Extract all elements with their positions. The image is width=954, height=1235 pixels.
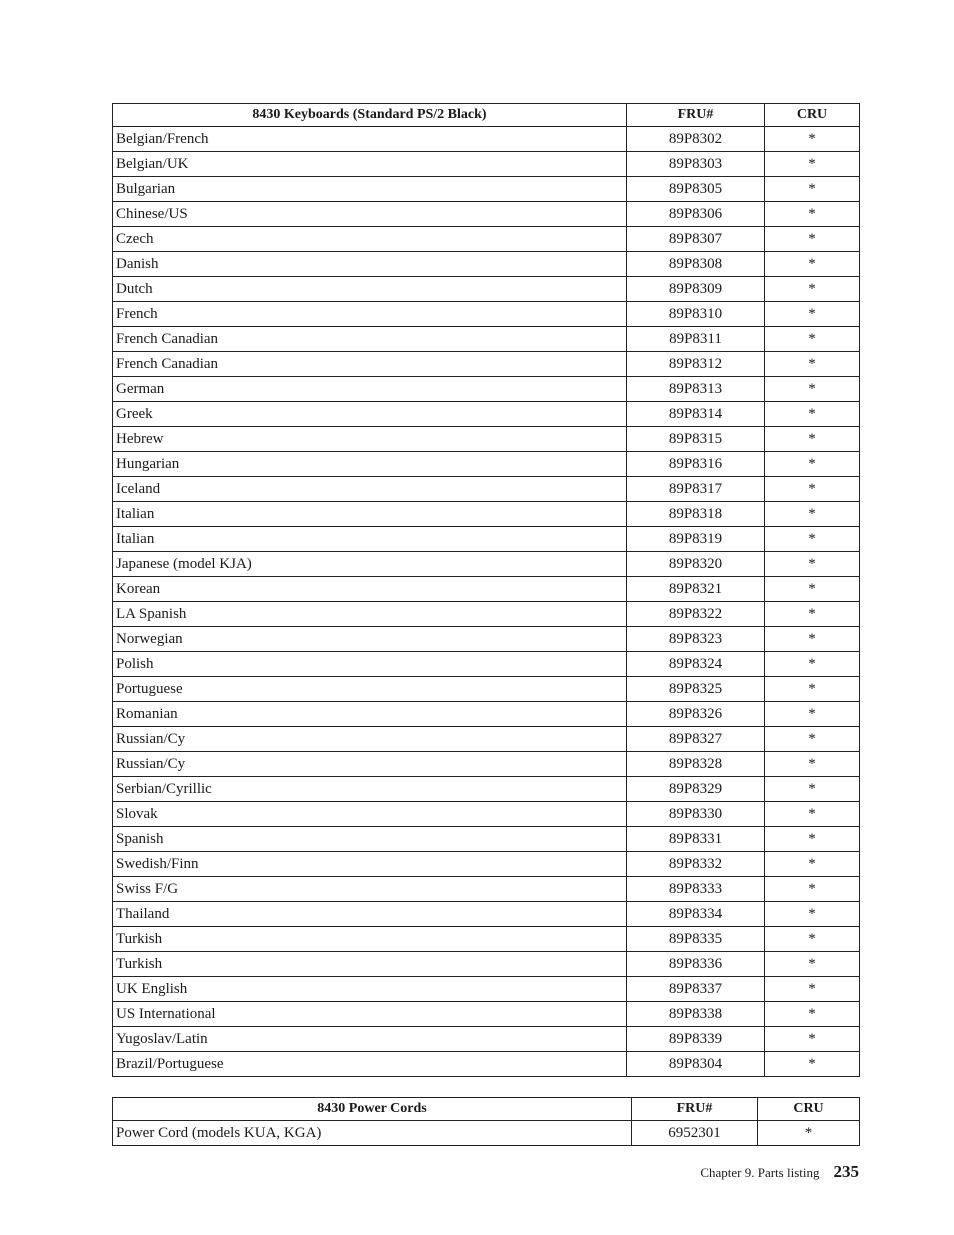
row-cru: * bbox=[758, 1121, 860, 1146]
row-cru: * bbox=[765, 602, 860, 627]
row-cru: * bbox=[765, 277, 860, 302]
row-fru-number: 89P8312 bbox=[627, 352, 765, 377]
table-row bbox=[113, 302, 860, 327]
row-fru-number: 89P8306 bbox=[627, 202, 765, 227]
table-row bbox=[113, 652, 860, 677]
column-header-description: 8430 Keyboards (Standard PS/2 Black) bbox=[113, 104, 627, 127]
row-cru: * bbox=[765, 777, 860, 802]
row-cru: * bbox=[765, 952, 860, 977]
row-cru: * bbox=[765, 377, 860, 402]
row-description: Hebrew bbox=[113, 427, 627, 452]
row-fru-number: 89P8314 bbox=[627, 402, 765, 427]
row-fru-number: 89P8308 bbox=[627, 252, 765, 277]
table-row bbox=[113, 677, 860, 702]
row-cru: * bbox=[765, 177, 860, 202]
row-fru-number: 89P8305 bbox=[627, 177, 765, 202]
row-fru-number: 89P8325 bbox=[627, 677, 765, 702]
row-description: Thailand bbox=[113, 902, 627, 927]
row-cru: * bbox=[765, 552, 860, 577]
chapter-title: Chapter 9. Parts listing bbox=[700, 1165, 820, 1180]
table-row bbox=[113, 627, 860, 652]
row-cru: * bbox=[765, 1002, 860, 1027]
row-description: Korean bbox=[113, 577, 627, 602]
column-header-cru: CRU bbox=[758, 1098, 860, 1121]
table-row bbox=[113, 527, 860, 552]
table-row bbox=[113, 152, 860, 177]
row-description: Italian bbox=[113, 527, 627, 552]
table-row bbox=[113, 752, 860, 777]
row-description: Yugoslav/Latin bbox=[113, 1027, 627, 1052]
row-fru-number: 89P8330 bbox=[627, 802, 765, 827]
row-fru-number: 89P8339 bbox=[627, 1027, 765, 1052]
row-cru: * bbox=[765, 677, 860, 702]
row-description: Norwegian bbox=[113, 627, 627, 652]
power-cords-table-body bbox=[113, 1121, 860, 1146]
row-description: Dutch bbox=[113, 277, 627, 302]
row-fru-number: 89P8320 bbox=[627, 552, 765, 577]
row-fru-number: 89P8315 bbox=[627, 427, 765, 452]
table-row bbox=[113, 502, 860, 527]
table-row bbox=[113, 227, 860, 252]
row-cru: * bbox=[765, 627, 860, 652]
table-row bbox=[113, 377, 860, 402]
table-row bbox=[113, 577, 860, 602]
row-description: Spanish bbox=[113, 827, 627, 852]
row-fru-number: 89P8336 bbox=[627, 952, 765, 977]
row-description: Japanese (model KJA) bbox=[113, 552, 627, 577]
row-description: US International bbox=[113, 1002, 627, 1027]
row-fru-number: 89P8337 bbox=[627, 977, 765, 1002]
row-fru-number: 89P8326 bbox=[627, 702, 765, 727]
row-description: Polish bbox=[113, 652, 627, 677]
row-fru-number: 89P8324 bbox=[627, 652, 765, 677]
row-description: French Canadian bbox=[113, 352, 627, 377]
row-description: Bulgarian bbox=[113, 177, 627, 202]
row-description: Greek bbox=[113, 402, 627, 427]
row-description: Russian/Cy bbox=[113, 727, 627, 752]
row-cru: * bbox=[765, 927, 860, 952]
row-description: Swedish/Finn bbox=[113, 852, 627, 877]
row-cru: * bbox=[765, 202, 860, 227]
row-fru-number: 89P8332 bbox=[627, 852, 765, 877]
table-row bbox=[113, 252, 860, 277]
row-cru: * bbox=[765, 1027, 860, 1052]
table-row bbox=[113, 402, 860, 427]
row-description: Belgian/UK bbox=[113, 152, 627, 177]
row-description: LA Spanish bbox=[113, 602, 627, 627]
row-cru: * bbox=[765, 902, 860, 927]
row-cru: * bbox=[765, 1052, 860, 1077]
table-row bbox=[113, 777, 860, 802]
row-fru-number: 89P8321 bbox=[627, 577, 765, 602]
table-row bbox=[113, 452, 860, 477]
table-row bbox=[113, 1121, 860, 1146]
row-cru: * bbox=[765, 227, 860, 252]
row-fru-number: 6952301 bbox=[632, 1121, 758, 1146]
row-cru: * bbox=[765, 302, 860, 327]
row-description: Czech bbox=[113, 227, 627, 252]
keyboards-table-body bbox=[113, 127, 860, 1077]
table-row bbox=[113, 352, 860, 377]
row-cru: * bbox=[765, 752, 860, 777]
table-header-row bbox=[113, 104, 860, 127]
row-fru-number: 89P8338 bbox=[627, 1002, 765, 1027]
column-header-fru: FRU# bbox=[632, 1098, 758, 1121]
row-fru-number: 89P8322 bbox=[627, 602, 765, 627]
row-cru: * bbox=[765, 402, 860, 427]
table-row bbox=[113, 852, 860, 877]
table-row bbox=[113, 1052, 860, 1077]
row-description: Hungarian bbox=[113, 452, 627, 477]
row-description: Swiss F/G bbox=[113, 877, 627, 902]
row-fru-number: 89P8319 bbox=[627, 527, 765, 552]
row-fru-number: 89P8303 bbox=[627, 152, 765, 177]
table-row bbox=[113, 1027, 860, 1052]
row-description: Romanian bbox=[113, 702, 627, 727]
table-row bbox=[113, 327, 860, 352]
table-row bbox=[113, 927, 860, 952]
row-description: Portuguese bbox=[113, 677, 627, 702]
row-fru-number: 89P8302 bbox=[627, 127, 765, 152]
row-description: Italian bbox=[113, 502, 627, 527]
table-row bbox=[113, 477, 860, 502]
table-row bbox=[113, 427, 860, 452]
row-cru: * bbox=[765, 527, 860, 552]
table-row bbox=[113, 727, 860, 752]
page-footer bbox=[700, 1162, 859, 1182]
table-row bbox=[113, 1002, 860, 1027]
table-row bbox=[113, 952, 860, 977]
row-fru-number: 89P8316 bbox=[627, 452, 765, 477]
row-fru-number: 89P8331 bbox=[627, 827, 765, 852]
row-fru-number: 89P8323 bbox=[627, 627, 765, 652]
row-fru-number: 89P8311 bbox=[627, 327, 765, 352]
table-row bbox=[113, 552, 860, 577]
table-row bbox=[113, 827, 860, 852]
row-cru: * bbox=[765, 702, 860, 727]
row-fru-number: 89P8309 bbox=[627, 277, 765, 302]
row-description: French bbox=[113, 302, 627, 327]
table-row bbox=[113, 977, 860, 1002]
table-row bbox=[113, 702, 860, 727]
table-row bbox=[113, 802, 860, 827]
row-cru: * bbox=[765, 652, 860, 677]
column-header-fru: FRU# bbox=[627, 104, 765, 127]
row-fru-number: 89P8304 bbox=[627, 1052, 765, 1077]
row-cru: * bbox=[765, 802, 860, 827]
row-description: Chinese/US bbox=[113, 202, 627, 227]
power-cords-table bbox=[112, 1097, 860, 1146]
table-row bbox=[113, 202, 860, 227]
table-row bbox=[113, 127, 860, 152]
row-fru-number: 89P8313 bbox=[627, 377, 765, 402]
row-description: Turkish bbox=[113, 952, 627, 977]
row-cru: * bbox=[765, 977, 860, 1002]
table-row bbox=[113, 177, 860, 202]
row-cru: * bbox=[765, 827, 860, 852]
row-description: UK English bbox=[113, 977, 627, 1002]
row-cru: * bbox=[765, 327, 860, 352]
row-cru: * bbox=[765, 352, 860, 377]
row-fru-number: 89P8317 bbox=[627, 477, 765, 502]
keyboards-table bbox=[112, 103, 860, 1077]
row-description: Turkish bbox=[113, 927, 627, 952]
row-cru: * bbox=[765, 252, 860, 277]
row-cru: * bbox=[765, 427, 860, 452]
page-number: 235 bbox=[833, 1162, 859, 1181]
table-header-row bbox=[113, 1098, 860, 1121]
row-cru: * bbox=[765, 452, 860, 477]
row-description: Russian/Cy bbox=[113, 752, 627, 777]
row-fru-number: 89P8329 bbox=[627, 777, 765, 802]
row-description: Slovak bbox=[113, 802, 627, 827]
row-cru: * bbox=[765, 727, 860, 752]
row-fru-number: 89P8333 bbox=[627, 877, 765, 902]
table-row bbox=[113, 902, 860, 927]
row-cru: * bbox=[765, 502, 860, 527]
column-header-description: 8430 Power Cords bbox=[113, 1098, 632, 1121]
row-description: Power Cord (models KUA, KGA) bbox=[113, 1121, 632, 1146]
row-fru-number: 89P8307 bbox=[627, 227, 765, 252]
table-row bbox=[113, 277, 860, 302]
row-description: Brazil/Portuguese bbox=[113, 1052, 627, 1077]
table-row bbox=[113, 877, 860, 902]
row-fru-number: 89P8318 bbox=[627, 502, 765, 527]
row-description: French Canadian bbox=[113, 327, 627, 352]
row-cru: * bbox=[765, 127, 860, 152]
row-description: Belgian/French bbox=[113, 127, 627, 152]
row-cru: * bbox=[765, 477, 860, 502]
column-header-cru: CRU bbox=[765, 104, 860, 127]
row-fru-number: 89P8335 bbox=[627, 927, 765, 952]
row-cru: * bbox=[765, 152, 860, 177]
row-description: Iceland bbox=[113, 477, 627, 502]
row-fru-number: 89P8334 bbox=[627, 902, 765, 927]
table-row bbox=[113, 602, 860, 627]
row-cru: * bbox=[765, 577, 860, 602]
row-description: Serbian/Cyrillic bbox=[113, 777, 627, 802]
row-description: Danish bbox=[113, 252, 627, 277]
row-fru-number: 89P8328 bbox=[627, 752, 765, 777]
row-description: German bbox=[113, 377, 627, 402]
row-cru: * bbox=[765, 877, 860, 902]
row-fru-number: 89P8310 bbox=[627, 302, 765, 327]
row-cru: * bbox=[765, 852, 860, 877]
row-fru-number: 89P8327 bbox=[627, 727, 765, 752]
